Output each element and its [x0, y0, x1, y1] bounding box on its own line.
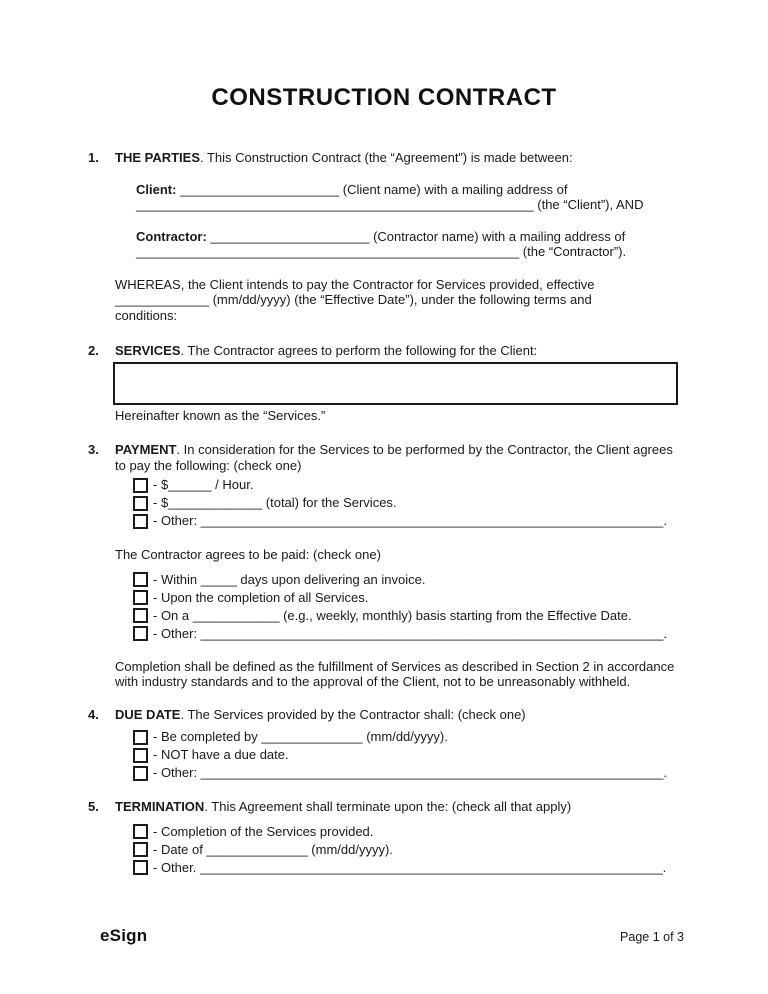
contractor-block — [88, 229, 680, 260]
option-label: - $______ / Hour. — [153, 477, 254, 493]
checkbox-option-other — [133, 512, 680, 530]
page-footer — [100, 928, 684, 946]
option-label: - Completion of the Services provided. — [153, 823, 374, 839]
checkbox[interactable] — [133, 842, 148, 857]
checkbox[interactable] — [133, 766, 148, 781]
option-label: - Other. ________________________________________________________________. — [153, 859, 667, 875]
section-number: 4. — [88, 706, 99, 722]
section-intro-line — [115, 707, 680, 723]
section-intro-text: . This Construction Contract (the “Agreement”) is made between: — [200, 150, 573, 165]
services-note: Hereinafter known as the “Services.” — [115, 407, 326, 423]
client-label: Client: — [136, 181, 177, 197]
section-the-parties — [88, 150, 680, 323]
section-services — [88, 343, 680, 423]
checkbox[interactable] — [133, 730, 148, 745]
contractor-label: Contractor: — [136, 228, 207, 244]
whereas-line-2: _____________ (mm/dd/yyyy) (the “Effective Date”), under the following terms and — [115, 292, 592, 307]
checkbox-option-periodic-basis — [133, 607, 680, 625]
option-label: - Other: ________________________________________________________________. — [153, 765, 668, 781]
checkbox-option-within-days — [133, 571, 680, 589]
completion-note: Completion shall be defined as the fulfillment of Services as described in Section 2 in accordance with industry standards and to the approval of the Client, not to be unreasonably withheld. — [115, 658, 675, 689]
option-label: - Within _____ days upon delivering an invoice. — [153, 571, 426, 587]
checkbox-option-date-of — [133, 841, 680, 859]
section-intro-text: . The Contractor agrees to perform the following for the Client: — [180, 343, 538, 358]
section-number: 1. — [88, 150, 99, 165]
option-label: - Other: ________________________________________________________________. — [153, 625, 668, 641]
payment-amount-options — [88, 476, 680, 530]
checkbox-option-other — [133, 625, 680, 643]
section-heading: THE PARTIES — [115, 150, 200, 165]
services-input-box[interactable] — [113, 362, 678, 405]
checkbox[interactable] — [133, 478, 148, 493]
esign-logo: eSign — [100, 926, 148, 945]
option-label: - NOT have a due date. — [153, 747, 289, 763]
checkbox-option-other — [133, 859, 680, 877]
section-intro-line — [115, 442, 680, 473]
due-date-options — [88, 728, 680, 782]
section-heading: TERMINATION — [115, 799, 205, 814]
section-intro-text: . In consideration for the Services to be performed by the Contractor, the Client agrees to pay the following: (check one) — [115, 442, 673, 473]
contractor-line-1 — [136, 229, 680, 245]
section-intro-line — [115, 150, 680, 166]
document-title: CONSTRUCTION CONTRACT — [211, 84, 557, 111]
section-number: 5. — [88, 799, 99, 814]
option-label: - Upon the completion of all Services. — [153, 589, 369, 605]
option-label: - Other: ________________________________________________________________. — [153, 513, 668, 529]
checkbox[interactable] — [133, 608, 148, 623]
checkbox-option-completion — [133, 823, 680, 841]
section-number: 3. — [88, 442, 99, 457]
checkbox[interactable] — [133, 496, 148, 511]
option-label: - Be completed by ______________ (mm/dd/yyyy). — [153, 729, 448, 745]
paid-intro: The Contractor agrees to be paid: (check one) — [115, 547, 381, 562]
page-number: Page 1 of 3 — [620, 930, 684, 944]
contractor-line-2: _____________________________________________________ (the “Contractor”). — [136, 244, 627, 259]
section-intro-line — [115, 799, 680, 815]
services-box-wrap — [88, 362, 680, 424]
option-label: - On a ____________ (e.g., weekly, monthly) basis starting from the Effective Date. — [153, 607, 632, 623]
whereas-line-3: conditions: — [115, 307, 178, 323]
section-payment — [88, 442, 680, 690]
checkbox-option-total — [133, 494, 680, 512]
section-heading: DUE DATE — [115, 706, 181, 722]
client-line-1 — [136, 182, 680, 198]
whereas-line-1: WHEREAS, the Client intends to pay the Contractor for Services provided, effective — [115, 276, 595, 292]
section-due-date — [88, 707, 680, 783]
client-blank-line: ______________________ (Client name) with a mailing address of — [176, 181, 568, 197]
contractor-blank-line: ______________________ (Contractor name) with a mailing address of — [206, 228, 626, 244]
checkbox-option-upon-completion — [133, 589, 680, 607]
checkbox[interactable] — [133, 824, 148, 839]
checkbox-option-hourly — [133, 476, 680, 494]
section-intro-line — [115, 343, 680, 359]
section-intro-text: . The Services provided by the Contractor shall: (check one) — [180, 706, 526, 722]
termination-options — [88, 823, 680, 877]
client-line-2: _______________________________________________________ (the “Client”), AND — [136, 197, 644, 212]
section-termination — [88, 799, 680, 877]
payment-schedule-options — [88, 571, 680, 643]
option-label: - $_____________ (total) for the Services. — [153, 495, 397, 511]
section-heading: SERVICES — [115, 343, 181, 358]
checkbox-option-completed-by — [133, 728, 680, 746]
checkbox-option-other — [133, 764, 680, 782]
checkbox[interactable] — [133, 514, 148, 529]
section-number: 2. — [88, 343, 99, 358]
checkbox[interactable] — [133, 626, 148, 641]
option-label: - Date of ______________ (mm/dd/yyyy). — [153, 841, 393, 857]
checkbox[interactable] — [133, 572, 148, 587]
checkbox[interactable] — [133, 590, 148, 605]
section-intro-text: . This Agreement shall terminate upon the: (check all that apply) — [204, 799, 572, 814]
checkbox[interactable] — [133, 860, 148, 875]
checkbox-option-no-due-date — [133, 746, 680, 764]
client-block — [88, 182, 680, 213]
section-heading: PAYMENT — [115, 442, 177, 457]
whereas-paragraph — [88, 277, 680, 324]
checkbox[interactable] — [133, 748, 148, 763]
